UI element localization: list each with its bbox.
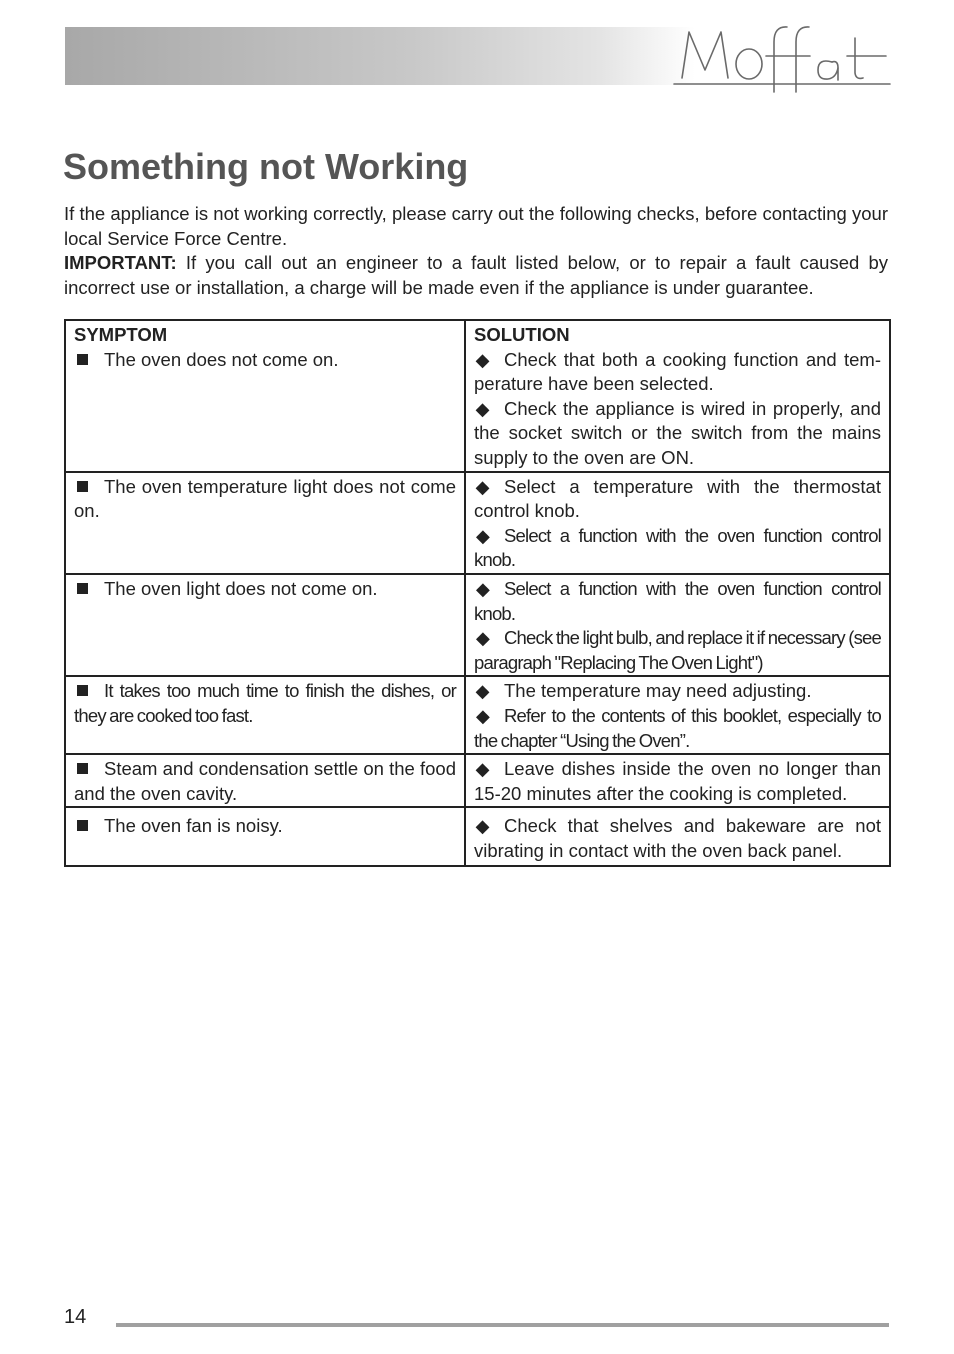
solution-item	[474, 475, 881, 524]
symptom-text: The oven does not come on.	[104, 348, 339, 370]
intro-text	[64, 202, 888, 300]
solution-cell	[465, 807, 890, 866]
symptom-item	[74, 757, 456, 806]
square-bullet-icon	[77, 583, 88, 594]
diamond-bullet-icon: ◆	[475, 759, 490, 780]
diamond-bullet-icon: ◆	[475, 705, 490, 726]
important-label: IMPORTANT:	[64, 252, 177, 274]
symptom-item	[74, 577, 456, 602]
diamond-bullet-icon: ◆	[475, 816, 490, 837]
solution-item	[474, 704, 881, 753]
footer-divider	[116, 1323, 889, 1327]
intro-paragraph: If the appliance is not working correctly, please carry out the following checks, before contacting your local Service Force Centre.	[64, 203, 888, 249]
table-row	[65, 807, 890, 866]
table-row	[65, 320, 890, 472]
solution-text: Select a function with the oven function control knob.	[474, 577, 881, 624]
solution-text: Select a function with the oven function control knob.	[474, 524, 881, 571]
symptom-item	[74, 348, 456, 373]
symptom-item	[74, 814, 456, 839]
solution-text: Check that both a cooking function and tem-perature have been selected.	[474, 348, 881, 395]
diamond-bullet-icon: ◆	[475, 628, 490, 649]
solution-text: Refer to the contents of this booklet, especially to the chapter “Using the Oven”.	[474, 704, 881, 751]
important-text: If you call out an engineer to a fault listed below, or to repair a fault caused by incorrect use or installation, a charge will be made even if the appliance is under guarantee.	[64, 252, 888, 298]
table-row	[65, 574, 890, 676]
symptom-item	[74, 679, 456, 728]
solution-cell	[465, 676, 890, 754]
solution-text: Leave dishes inside the oven no longer than 15-20 minutes after the cooking is completed.	[474, 758, 881, 804]
symptom-text: The oven light does not come on.	[104, 577, 378, 599]
symptom-cell	[65, 574, 465, 676]
solution-text: Select a temperature with the thermostat control knob.	[474, 475, 881, 522]
diamond-bullet-icon: ◆	[475, 398, 490, 419]
square-bullet-icon	[77, 354, 88, 365]
symptom-cell	[65, 807, 465, 866]
square-bullet-icon	[77, 481, 88, 492]
table-row	[65, 472, 890, 574]
table-row	[65, 676, 890, 754]
square-bullet-icon	[77, 763, 88, 774]
solution-text: Check that shelves and bakeware are not vibrating in contact with the oven back panel.	[474, 815, 881, 861]
symptom-text: It takes too much time to finish the dishes, or they are cooked too fast.	[74, 680, 456, 726]
solution-header: SOLUTION	[474, 324, 570, 345]
symptom-text: The oven fan is noisy.	[104, 815, 283, 837]
diamond-bullet-icon: ◆	[475, 349, 490, 370]
symptom-cell	[65, 320, 465, 472]
troubleshooting-table	[64, 319, 891, 867]
symptom-header: SYMPTOM	[74, 324, 168, 345]
solution-item	[474, 757, 881, 806]
square-bullet-icon	[77, 820, 88, 831]
moffat-logo-icon	[672, 18, 894, 98]
diamond-bullet-icon: ◆	[475, 525, 490, 546]
solution-item	[474, 524, 881, 573]
header-bar	[65, 27, 695, 85]
symptom-cell	[65, 676, 465, 754]
diamond-bullet-icon: ◆	[475, 476, 490, 497]
solution-text: Check the appliance is wired in properly, and the socket switch or the switch from the mains supply to the oven are ON.	[474, 397, 881, 468]
solution-cell	[465, 472, 890, 574]
important-paragraph	[64, 251, 888, 300]
symptom-item	[74, 475, 456, 524]
solution-item	[474, 679, 881, 704]
symptom-cell	[65, 472, 465, 574]
solution-item	[474, 626, 881, 675]
solution-item	[474, 348, 881, 397]
solution-text: The temperature may need adjusting.	[504, 680, 812, 702]
diamond-bullet-icon: ◆	[475, 681, 490, 702]
solution-text: Check the light bulb, and replace it if necessary (see paragraph "Replacing The Oven Light")	[474, 627, 881, 673]
solution-item	[474, 397, 881, 471]
page-title: Something not Working	[63, 146, 469, 187]
solution-cell	[465, 574, 890, 676]
brand-logo	[672, 18, 894, 98]
symptom-cell	[65, 754, 465, 807]
square-bullet-icon	[77, 685, 88, 696]
solution-item	[474, 814, 881, 863]
diamond-bullet-icon: ◆	[475, 578, 490, 599]
symptom-text: Steam and condensation settle on the food and the oven cavity.	[74, 758, 456, 804]
solution-item	[474, 577, 881, 626]
solution-cell	[465, 754, 890, 807]
symptom-text: The oven temperature light does not come on.	[74, 475, 456, 522]
page-number: 14	[64, 1306, 87, 1328]
solution-cell	[465, 320, 890, 472]
table-row	[65, 754, 890, 807]
